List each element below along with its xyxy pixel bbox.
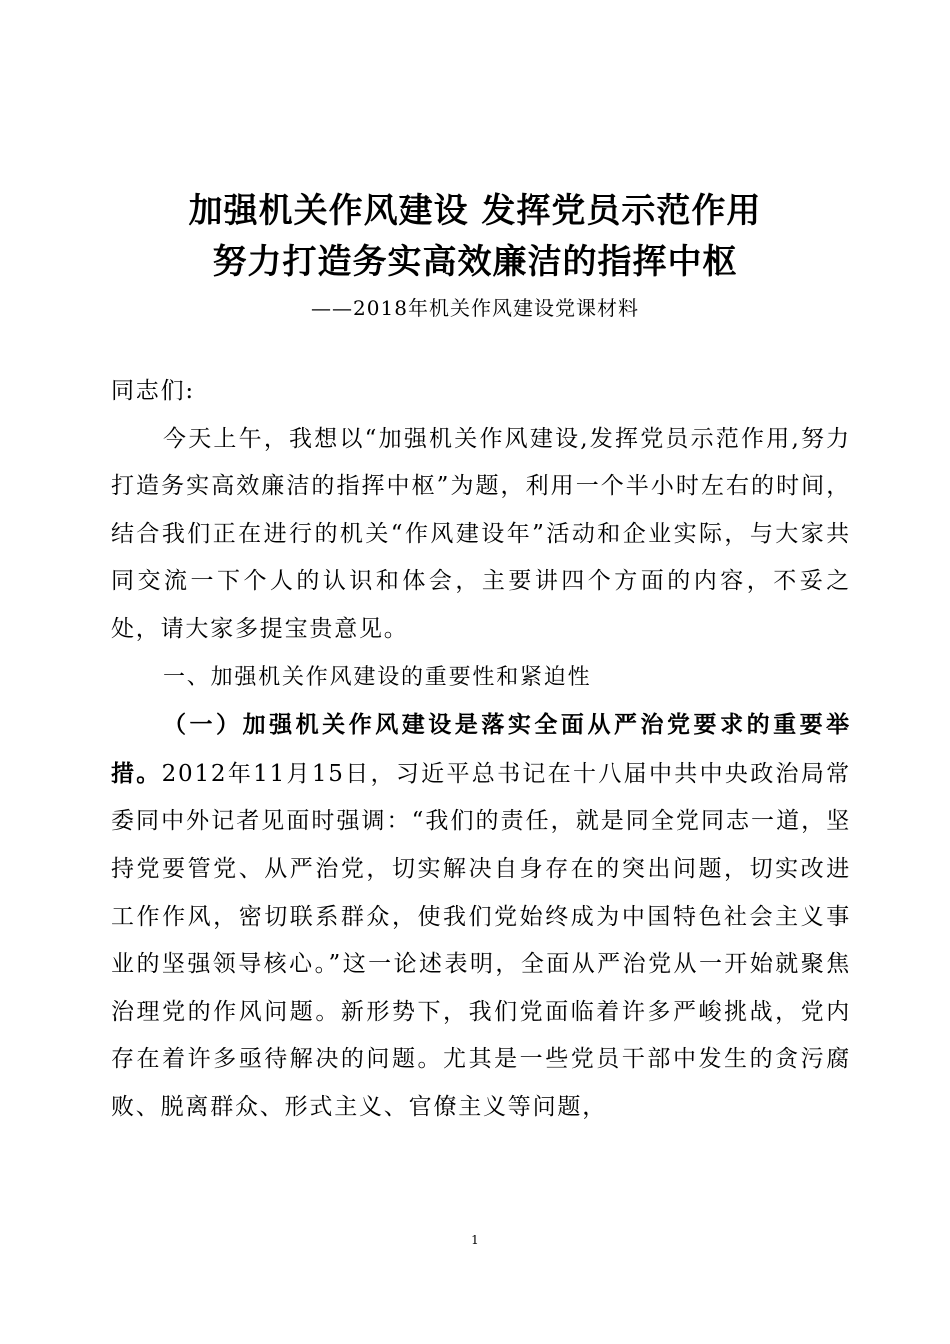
opening-paragraph: 今天上午，我想以“加强机关作风建设,发挥党员示范作用,努力打造务实高效廉洁的指挥中枢”为题，利用一个半小时左右的时间，结合我们正在进行的机关“作风建设年”活动和企业实际，与大家共同交流一下个人的认识和体会，主要讲四个方面的内容，不妥之处，请大家多提宝贵意见。 bbox=[111, 425, 851, 642]
subsection-text: 2012年11月15日，习近平总书记在十八届中共中央政治局常委同中外记者见面时强调：“我们的责任，就是同全党同志一道，坚持党要管党、从严治党，切实解决自身存在的突出问题，切实改进工作作风，密切联系群众，使我们党始终成为中国特色社会主义事业的坚强领导核心。”这一论述表明，全面从严治党从一开始就聚焦治理党的作风问题。新形势下，我们党面临着许多严峻挑战，党内存在着许多亟待解决的问题。尤其是一些党员干部中发生的贪污腐败、脱离群众、形式主义、官僚主义等问题， bbox=[111, 760, 851, 1120]
subsection-paragraph bbox=[111, 701, 851, 1131]
page-number: 1 bbox=[471, 1233, 479, 1247]
subsection-lead: （一）加强机关作风建设是落实全面从严治党要求的重要举措。 bbox=[111, 711, 851, 787]
document-title-line-1: 加强机关作风建设 发挥党员示范作用 bbox=[188, 191, 762, 231]
document-title-line-2: 努力打造务实高效廉洁的指挥中枢 bbox=[212, 242, 738, 282]
document-subtitle: ——2018年机关作风建设党课材料 bbox=[311, 296, 639, 320]
document-body bbox=[111, 368, 851, 1132]
section-heading: 一、加强机关作风建设的重要性和紧迫性 bbox=[163, 664, 592, 690]
salutation: 同志们: bbox=[111, 378, 195, 404]
